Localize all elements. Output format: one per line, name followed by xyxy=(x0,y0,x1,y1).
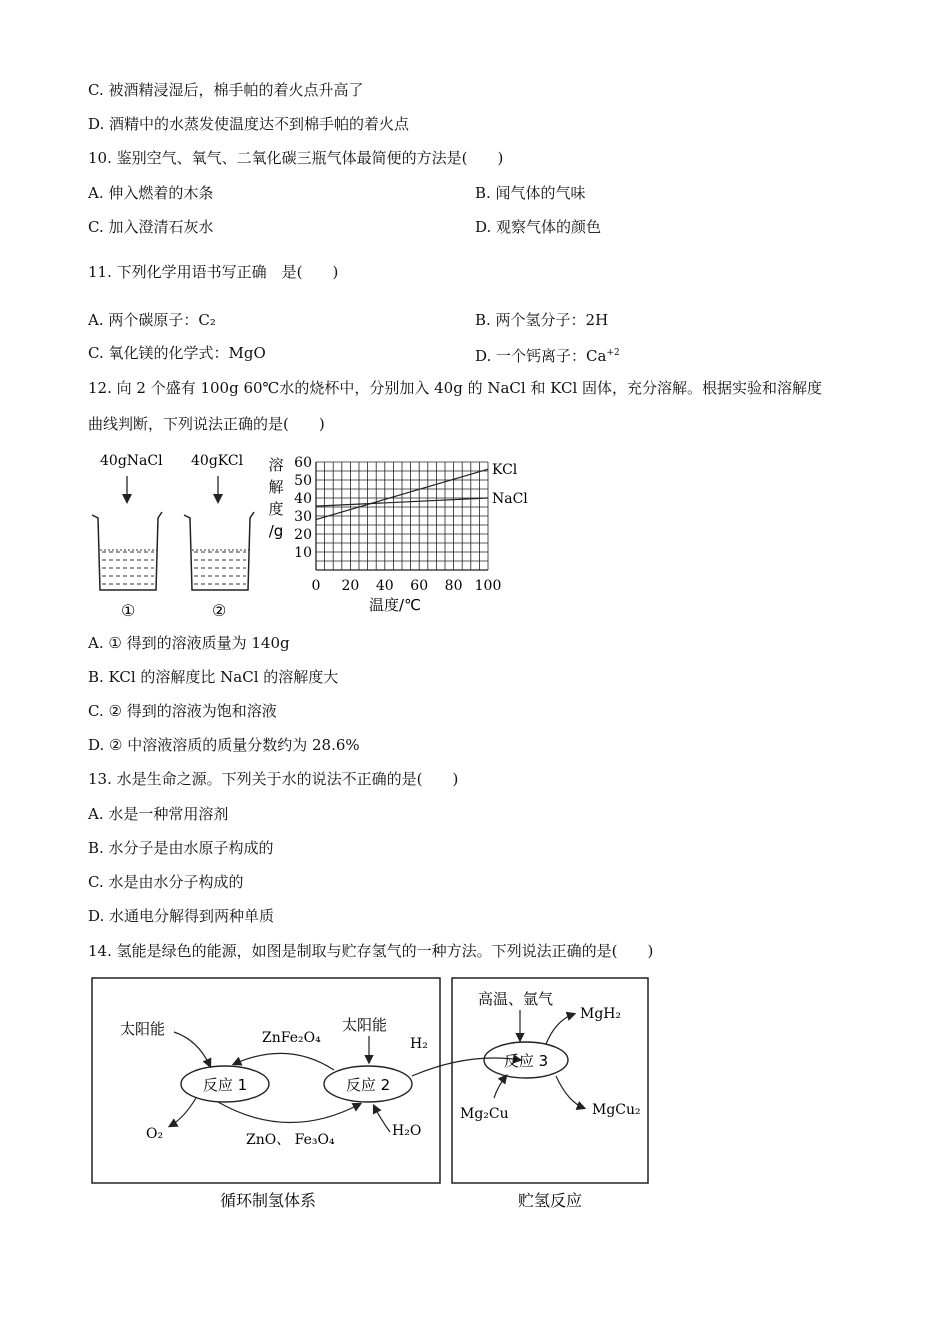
zno-fe3o4-arrow xyxy=(218,1102,360,1123)
q11-option-b: B. 两个氢分子：2H xyxy=(475,311,609,329)
q10-stem: 10. 鉴别空气、氧气、二氧化碳三瓶气体最简便的方法是( ) xyxy=(88,149,504,167)
h2o-label: H₂O xyxy=(392,1123,422,1139)
x-tick-label: 20 xyxy=(341,578,360,594)
znfe2o4-label: ZnFe₂O₄ xyxy=(262,1030,321,1046)
y-tick-label: 10 xyxy=(294,545,312,561)
beaker1-label: 40gNaCl xyxy=(100,453,163,469)
chart-y-ticks xyxy=(294,455,312,561)
y-tick-label: 60 xyxy=(294,455,312,471)
q13-stem: 13. 水是生命之源。下列关于水的说法不正确的是( ) xyxy=(88,770,459,788)
y-label-char: 解 xyxy=(268,478,284,496)
beaker1-arrow xyxy=(122,476,132,504)
q12-stem-line1: 12. 向 2 个盛有 100g 60℃水的烧杯中，分别加入 40g 的 NaCl 和 KCl 固体，充分溶解。根据实验和溶解度 xyxy=(88,379,823,397)
q12-option-c: C. ② 得到的溶液为饱和溶液 xyxy=(88,702,277,720)
beakers-figure xyxy=(88,450,268,625)
beaker2-arrow xyxy=(213,476,223,504)
chart-y-label xyxy=(268,456,283,540)
q10-option-d: D. 观察气体的颜色 xyxy=(475,218,602,236)
series-label-nacl: NaCl xyxy=(492,491,528,507)
mgh2-label: MgH₂ xyxy=(580,1006,622,1022)
q11-option-d-charge: +2 xyxy=(606,348,620,358)
hydrogen-diagram xyxy=(88,972,658,1217)
solar-energy-label-2: 太阳能 xyxy=(342,1016,388,1034)
znfe2o4-arrow xyxy=(234,1053,334,1070)
chart-x-label: 温度/℃ xyxy=(369,596,421,614)
beaker2-label: 40gKCl xyxy=(191,453,244,469)
x-tick-label: 100 xyxy=(474,578,502,594)
q12-option-a: A. ① 得到的溶液质量为 140g xyxy=(88,634,290,652)
h2-label: H₂ xyxy=(410,1036,428,1052)
q11-option-a: A. 两个碳原子：C₂ xyxy=(88,311,216,329)
x-tick-label: 60 xyxy=(410,578,429,594)
q11-stem: 11. 下列化学用语书写正确 是( ) xyxy=(88,263,339,281)
o2-label: O₂ xyxy=(146,1126,164,1142)
y-tick-label: 20 xyxy=(294,527,312,543)
y-label-char: /g xyxy=(268,522,284,540)
solubility-chart xyxy=(262,448,542,618)
mgcu2-label: MgCu₂ xyxy=(592,1102,641,1118)
q14-stem: 14. 氢能是绿色的能源，如图是制取与贮存氢气的一种方法。下列说法正确的是( ) xyxy=(88,942,654,960)
q10-option-c: C. 加入澄清石灰水 xyxy=(88,218,214,236)
reaction-3-label: 反应 3 xyxy=(503,1052,549,1070)
high-temp-argon-label: 高温、氩气 xyxy=(478,990,554,1008)
q11-option-d-text: D. 一个钙离子：Ca xyxy=(475,347,607,365)
q12-stem-line2: 曲线判断，下列说法正确的是( ) xyxy=(88,415,325,433)
q10-option-b: B. 闻气体的气味 xyxy=(475,184,586,202)
y-tick-label: 40 xyxy=(294,491,312,507)
beaker2-number: ② xyxy=(212,601,227,620)
y-tick-label: 30 xyxy=(294,509,312,525)
solar-arrow-1 xyxy=(174,1032,210,1066)
solar-energy-label-1: 太阳能 xyxy=(120,1020,166,1038)
beaker2 xyxy=(184,512,254,590)
q9-option-c: C. 被酒精浸湿后，棉手帕的着火点升高了 xyxy=(88,81,364,99)
q13-option-a: A. 水是一种常用溶剂 xyxy=(88,805,229,823)
y-label-char: 溶 xyxy=(268,456,284,474)
cycle-system-caption: 循环制氢体系 xyxy=(219,1191,317,1210)
x-tick-label: 0 xyxy=(311,578,321,594)
zno-fe3o4-label: ZnO、 Fe₃O₄ xyxy=(246,1132,335,1148)
chart-x-ticks xyxy=(312,578,502,594)
x-tick-label: 80 xyxy=(444,578,463,594)
q12-option-d: D. ② 中溶液溶质的质量分数约为 28.6% xyxy=(88,736,360,754)
q11-option-d xyxy=(475,343,620,366)
mgcu2-arrow xyxy=(556,1076,584,1108)
y-tick-label: 50 xyxy=(294,473,312,489)
series-label-kcl: KCl xyxy=(492,462,518,479)
storage-reaction-caption: 贮氢反应 xyxy=(517,1191,583,1210)
q11-option-c: C. 氧化镁的化学式：MgO xyxy=(88,344,266,362)
x-tick-label: 40 xyxy=(375,578,394,594)
q13-option-b: B. 水分子是由水原子构成的 xyxy=(88,839,274,857)
beaker1-number: ① xyxy=(121,601,136,620)
y-label-char: 度 xyxy=(268,500,284,518)
q13-option-d: D. 水通电分解得到两种单质 xyxy=(88,907,275,925)
h2o-arrow xyxy=(374,1106,390,1132)
q10-option-a: A. 伸入燃着的木条 xyxy=(88,184,214,202)
chart-grid xyxy=(316,462,488,570)
reaction-2-label: 反应 2 xyxy=(345,1076,391,1094)
beaker1 xyxy=(92,512,162,590)
q13-option-c: C. 水是由水分子构成的 xyxy=(88,873,244,891)
reaction-1-label: 反应 1 xyxy=(202,1076,248,1094)
o2-arrow xyxy=(170,1098,196,1126)
q9-option-d: D. 酒精中的水蒸发使温度达不到棉手帕的着火点 xyxy=(88,115,410,133)
mgh2-arrow xyxy=(546,1014,574,1044)
q12-option-b: B. KCl 的溶解度比 NaCl 的溶解度大 xyxy=(88,668,339,686)
mg2cu-arrow xyxy=(494,1076,506,1098)
mg2cu-label: Mg₂Cu xyxy=(460,1106,509,1122)
